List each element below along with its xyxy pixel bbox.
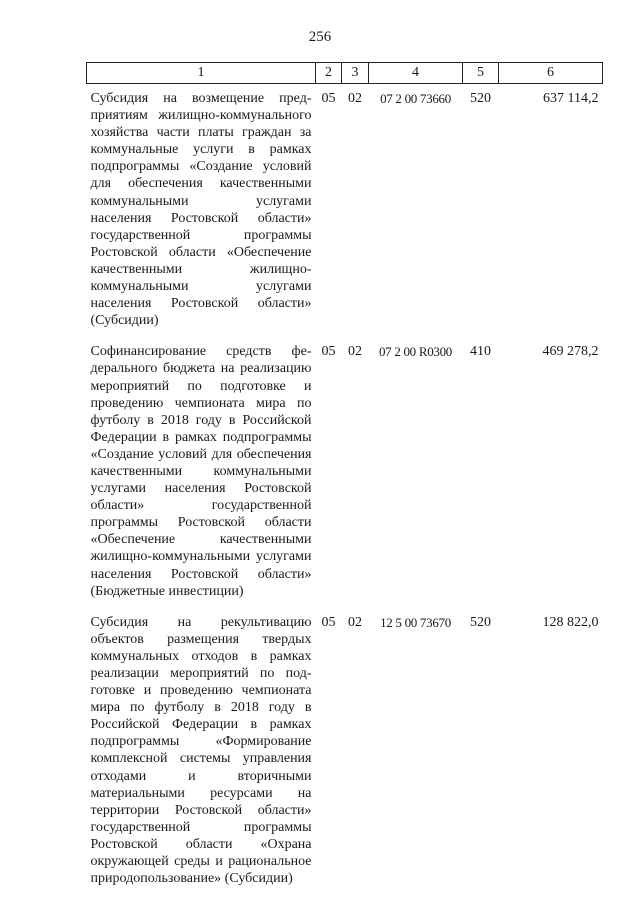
table-row bbox=[87, 84, 603, 330]
row-description: Софинансирование средств федерального бюджета на реализацию мероприятий по подготовке и проведению чемпионата мира по футболу в 2018 году в Российской Федерации в рамках подпрограммы «Создание условий для обеспечения качественными коммунальными услугами населения Ростовской области» государственной программы Ростовской области «Обеспечение качественными жилищно-коммунальными услугами населения Ростовской области» (Бюджетные инвестиции) bbox=[90, 344, 312, 599]
header-col-3: 3 bbox=[342, 63, 369, 84]
row-expense-type: 520 bbox=[470, 614, 491, 630]
header-col-2: 2 bbox=[316, 63, 342, 84]
row-target-article: 07 2 00 73660 bbox=[380, 91, 451, 106]
row-expense-type: 520 bbox=[470, 91, 491, 106]
row-amount: 128 822,0 bbox=[542, 614, 599, 630]
row-target-article: 12 5 00 73670 bbox=[380, 614, 451, 630]
row-expense-type: 410 bbox=[470, 344, 491, 360]
table-row bbox=[87, 329, 603, 599]
budget-table bbox=[86, 62, 603, 887]
row-description: Субсидия на возмещение предприятиям жилищно-коммунального хозяйства части платы граждан за коммунальные услуги в рамках подпрограммы «Создание условий для обеспечения качественными коммунальными услугами населения Ростовской области» государственной программы Ростовской области «Обеспечение качественными жилищно-коммунальными услугами населения Ростовской области» (Субсидии) bbox=[90, 91, 312, 329]
row-amount: 469 278,2 bbox=[542, 344, 599, 360]
row-subsection: 02 bbox=[348, 344, 362, 360]
table-body bbox=[87, 84, 603, 888]
header-row bbox=[87, 63, 603, 84]
row-subsection: 02 bbox=[348, 614, 362, 630]
header-col-6: 6 bbox=[499, 63, 603, 84]
row-target-article: 07 2 00 R0300 bbox=[378, 344, 453, 360]
page-number: 256 bbox=[308, 29, 332, 45]
header-col-5: 5 bbox=[463, 63, 499, 84]
table-header bbox=[87, 63, 603, 84]
row-subsection: 02 bbox=[348, 91, 362, 106]
row-section: 05 bbox=[321, 344, 336, 360]
row-section: 05 bbox=[321, 91, 336, 106]
table-row bbox=[87, 600, 603, 888]
header-col-4: 4 bbox=[369, 63, 463, 84]
header-col-1: 1 bbox=[87, 63, 316, 84]
row-amount: 637 114,2 bbox=[543, 91, 599, 106]
row-description: Субсидия на рекультивацию объектов размещения твердых коммунальных отходов в рамках реализации мероприятий по подготовке и проведению чемпионата мира по футболу в 2018 году в Российской Федерации в рамках подпрограммы «Формирование комплексной системы управления отходами и вторичными материальными ресурсами на территории Ростовской области» государственной программы Ростовской области «Охрана окружающей среды и рациональное природопользование» (Субсидии) bbox=[90, 614, 312, 887]
row-section: 05 bbox=[321, 614, 336, 630]
